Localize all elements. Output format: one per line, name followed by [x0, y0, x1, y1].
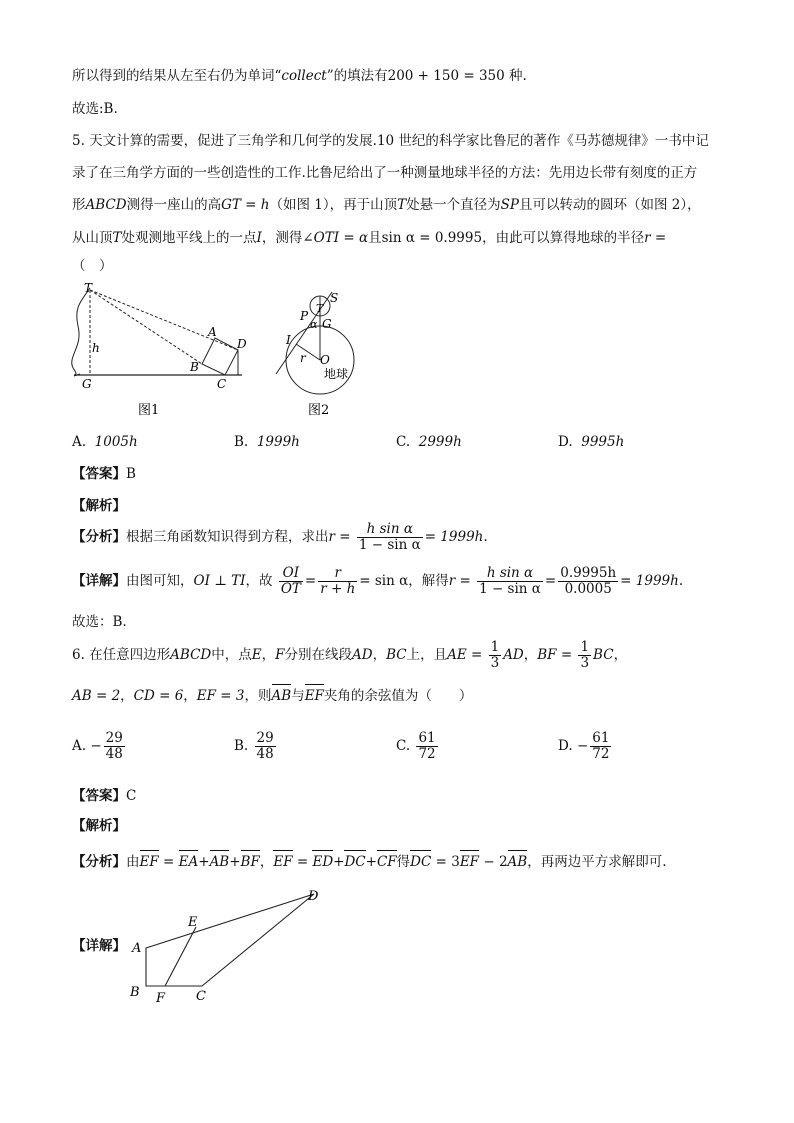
sight-line-2: [90, 290, 238, 350]
label-B6: B: [130, 985, 140, 1000]
label-T2: T: [316, 302, 324, 315]
label-P: P: [300, 309, 309, 323]
figure-1-caption: 图1: [138, 403, 160, 418]
q5-select: 故选：B.: [72, 614, 127, 630]
q5-option-b: B. 1999h: [234, 434, 300, 450]
label-S: S: [330, 291, 339, 305]
q6-option-d: D. − $\frac{61}{72}$: [558, 730, 610, 762]
q5-line1: 5. 天文计算的需要，促进了三角学和几何学的发展.10 世纪的科学家比鲁尼的著作《马苏德规律》一书中记: [72, 133, 709, 149]
label-h: h: [92, 341, 100, 355]
label-earth: 地球: [324, 367, 349, 381]
label-C: C: [217, 377, 227, 391]
q6-option-a: A. − $\frac{29}{48}$: [72, 730, 123, 762]
label-alpha: α: [310, 318, 318, 331]
q6-xiangjie-tag: 【详解】: [72, 938, 126, 954]
q6-answer: 【答案】C: [72, 788, 137, 804]
label-G: G: [82, 377, 92, 391]
label-O: O: [320, 353, 330, 367]
mountain-outline: [72, 288, 90, 376]
q5-option-a: A. 1005h: [72, 434, 138, 450]
q5-line4: 从山顶T处观测地平线上的一点I，测得∠OTI = α且sin α = 0.9995，由此可以算得地球的半径r =: [72, 230, 667, 246]
q6-fenxi: 【分析】由EF = EA+AB+BF，EF = ED+DC+CF得DC = 3EF − 2AB，再两边平方求解即可.: [72, 854, 667, 870]
label-E6: E: [188, 915, 198, 930]
q5-fenxi: 【分析】根据三角函数知识得到方程，求出r = $\frac{\text{h sin α}}{\text{1 − sin α}}$ = 1999h.: [72, 521, 488, 553]
q5-option-d: D. 9995h: [558, 434, 625, 450]
q5-answer: 【答案】B: [72, 466, 136, 482]
q6-option-c: C. $\frac{61}{72}$: [396, 730, 436, 762]
q5-analysis-tag: 【解析】: [72, 498, 126, 514]
label-D6: D: [308, 889, 319, 904]
label-T: T: [84, 281, 93, 295]
label-D: D: [237, 337, 247, 351]
q5-line2: 录了在三角学方面的一些创造性的工作.比鲁尼给出了一种测量地球半径的方法：先用边长带有刻度的正方: [72, 165, 698, 181]
label-G2: G: [322, 317, 332, 331]
quadrilateral-abcd: [146, 894, 314, 986]
q5-line3: 形ABCD测得一座山的高GT = h（如图 1），再于山顶T处悬一个直径为SP且可以转动的圆环（如图 2），: [72, 197, 701, 213]
label-C6: C: [196, 989, 206, 1004]
q5-bracket: （ ）: [72, 258, 113, 274]
quadrilateral-figure: [128, 884, 328, 1010]
square-abcd: [202, 338, 238, 375]
label-I: I: [286, 333, 291, 347]
label-F6: F: [156, 991, 166, 1006]
q5-xiangjie: 【详解】由图可知，OI ⊥ TI，故 $\frac{OI}{OT}$ = $\frac{r}{r + h}$ = sin α，解得r = $\frac{\text{h sin α}}{\text{1 − sin α}}$ = $\frac{0.9995h}{0.0005}$ = 1999h.: [72, 565, 684, 597]
figure-2-caption: 图2: [308, 403, 330, 418]
sight-line-1: [90, 290, 202, 364]
q6-line1: 6. 在任意四边形ABCD中，点E，F分别在线段AD，BC上，且AE = $\frac{1}{3}$ AD，BF = $\frac{1}{3}$ BC，: [72, 639, 628, 671]
label-A: A: [208, 325, 217, 339]
q6-analysis-tag: 【解析】: [72, 818, 126, 834]
q6-option-b: B. $\frac{29}{48}$: [234, 730, 274, 762]
answer-select-b: 故选:B.: [72, 101, 118, 117]
label-A6: A: [132, 941, 142, 956]
segment-ef: [165, 927, 196, 986]
figure-2: [268, 282, 368, 422]
figure-1: [60, 280, 260, 420]
collect-line: 所以得到的结果从左至右仍为单词“collect”的填法有200 + 150 = 350 种.: [72, 68, 527, 84]
label-B: B: [190, 360, 199, 374]
q6-line2: AB = 2，CD = 6，EF = 3，则AB与EF夹角的余弦值为（ ）: [72, 688, 473, 704]
label-r: r: [300, 351, 306, 365]
q5-option-c: C. 2999h: [396, 434, 462, 450]
